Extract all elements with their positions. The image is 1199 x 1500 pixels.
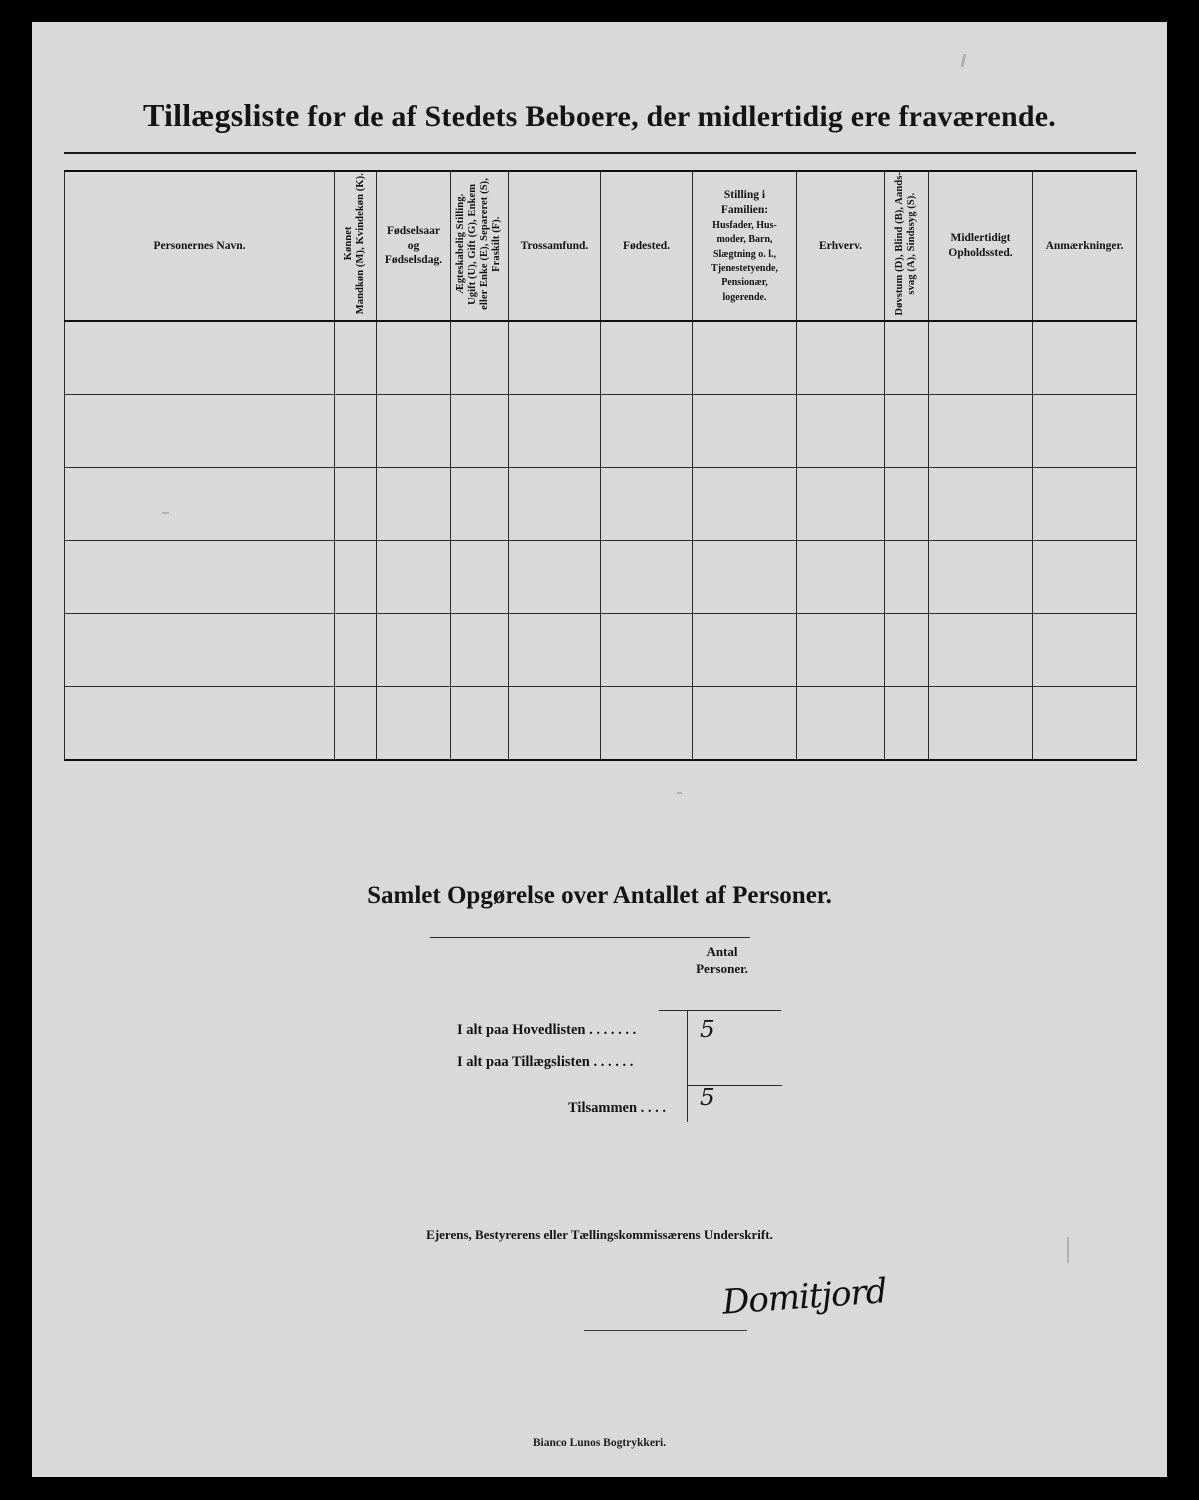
cell-erhverv[interactable] (797, 395, 885, 468)
summary-antal-header (662, 944, 782, 978)
column-header-konnet-label (343, 173, 367, 314)
summary-title: Samlet Opgørelse over Antallet af Personer. (367, 882, 832, 909)
cell-dovstum[interactable] (885, 541, 929, 614)
cell-erhverv[interactable] (797, 541, 885, 614)
cell-dovstum[interactable] (885, 687, 929, 761)
cell-fodselsaar[interactable] (377, 541, 451, 614)
column-header-fodselsaar (377, 171, 451, 321)
column-header-anmerkninger (1033, 171, 1137, 321)
table-row (65, 541, 1137, 614)
printer-footer: Bianco Lunos Bogtrykkeri. (532, 1437, 667, 1449)
midlertidigt-line1: Midlertidigt (950, 232, 1011, 245)
fodselsaar-line3: Fødselsdag. (384, 254, 443, 267)
column-header-konnet (335, 171, 377, 321)
cell-erhverv[interactable] (797, 614, 885, 687)
konnet-main: Kønnet (343, 226, 355, 261)
column-header-trossamfund (509, 171, 601, 321)
cell-midlertidigt[interactable] (929, 395, 1033, 468)
stilling-line4: moder, Barn, (716, 234, 773, 246)
trossamfund-label: Trossamfund. (520, 239, 589, 252)
residents-table (64, 170, 1137, 761)
title-rest: for de af Stedets Beboere, der midlertidig ere (307, 100, 891, 133)
cell-aegteskabelig[interactable] (451, 614, 509, 687)
cell-fodested[interactable] (601, 395, 693, 468)
table-body (65, 321, 1137, 760)
cell-midlertidigt[interactable] (929, 321, 1033, 395)
cell-fodselsaar[interactable] (377, 614, 451, 687)
cell-aegteskabelig[interactable] (451, 468, 509, 541)
column-header-aegteskabelig (451, 171, 509, 321)
column-header-navn (65, 171, 335, 321)
erhverv-label: Erhverv. (818, 239, 863, 252)
midlertidigt-line2: Opholdssted. (948, 247, 1013, 259)
cell-aegteskabelig[interactable] (451, 395, 509, 468)
dovstum-line2: svag (A), Sindssyg (S). (906, 192, 918, 295)
stilling-line3: Husfader, Hus- (712, 219, 777, 231)
cell-dovstum[interactable] (885, 321, 929, 395)
cell-trossamfund[interactable] (509, 614, 601, 687)
cell-konnet[interactable] (335, 468, 377, 541)
cell-konnet[interactable] (335, 321, 377, 395)
cell-anmerkninger[interactable] (1033, 395, 1137, 468)
cell-stilling[interactable] (693, 395, 797, 468)
cell-konnet[interactable] (335, 687, 377, 761)
cell-navn[interactable] (65, 614, 335, 687)
aegteskabelig-line3: eller Enke (E), Separeret (S), (479, 177, 491, 310)
cell-fodselsaar[interactable] (377, 395, 451, 468)
cell-fodselsaar[interactable] (377, 468, 451, 541)
table-row (65, 321, 1137, 395)
cell-trossamfund[interactable] (509, 687, 601, 761)
cell-navn[interactable] (65, 687, 335, 761)
column-header-midlertidigt (929, 171, 1033, 321)
cell-stilling[interactable] (693, 687, 797, 761)
cell-dovstum[interactable] (885, 614, 929, 687)
signature-label: Ejerens, Bestyrerens eller Tællingskommissærens Underskrift. (426, 1227, 773, 1242)
dovstum-line1: Døvstum (D), Blind (B), Aands- (894, 172, 906, 316)
cell-aegteskabelig[interactable] (451, 541, 509, 614)
cell-fodested[interactable] (601, 614, 693, 687)
cell-anmerkninger[interactable] (1033, 468, 1137, 541)
summary-header-rule (659, 1010, 781, 1011)
cell-midlertidigt[interactable] (929, 541, 1033, 614)
aegteskabelig-line1: Ægteskabelig Stilling. (455, 193, 467, 294)
stilling-line5: Slægtning o. l., (712, 248, 777, 260)
table-row (65, 395, 1137, 468)
fodselsaar-line2: og (407, 239, 420, 252)
cell-aegteskabelig[interactable] (451, 321, 509, 395)
antal-line2: Personer. (696, 960, 748, 976)
cell-midlertidigt[interactable] (929, 614, 1033, 687)
title-main: Tillægsliste (143, 97, 300, 133)
cell-erhverv[interactable] (797, 321, 885, 395)
form-page (32, 22, 1167, 1477)
cell-fodested[interactable] (601, 321, 693, 395)
cell-stilling[interactable] (693, 614, 797, 687)
cell-navn[interactable] (65, 468, 335, 541)
stilling-line7: Pensionær, (721, 277, 768, 289)
column-header-navn-label: Personernes Navn. (153, 239, 246, 252)
konnet-sub: Mandkøn (M), Kvindekøn (K). (355, 173, 367, 315)
cell-konnet[interactable] (335, 541, 377, 614)
summary-label-tillaegsliste: I alt paa Tillægslisten . . . . . . (457, 1054, 634, 1070)
summary-top-rule (430, 937, 750, 938)
cell-trossamfund[interactable] (509, 541, 601, 614)
stilling-line1: Stilling i (723, 188, 766, 201)
table-row (65, 614, 1137, 687)
cell-trossamfund[interactable] (509, 321, 601, 395)
column-header-fodested (601, 171, 693, 321)
summary-label-tilsammen: Tilsammen . . . . (568, 1100, 667, 1116)
cell-trossamfund[interactable] (509, 468, 601, 541)
stilling-line6: Tjenestetyende, (711, 262, 778, 274)
cell-stilling[interactable] (693, 541, 797, 614)
cell-fodested[interactable] (601, 541, 693, 614)
cell-erhverv[interactable] (797, 687, 885, 761)
cell-fodselsaar[interactable] (377, 321, 451, 395)
cell-anmerkninger[interactable] (1033, 321, 1137, 395)
cell-anmerkninger[interactable] (1033, 614, 1137, 687)
table-row (65, 687, 1137, 761)
cell-fodested[interactable] (601, 687, 693, 761)
stilling-line8: logerende. (722, 291, 767, 303)
cell-konnet[interactable] (335, 614, 377, 687)
cell-midlertidigt[interactable] (929, 687, 1033, 761)
cell-erhverv[interactable] (797, 468, 885, 541)
summary-value-hovedliste: 5 (700, 1017, 715, 1043)
summary-label-hovedliste: I alt paa Hovedlisten . . . . . . . (457, 1022, 637, 1038)
fodested-label: Fødested. (623, 239, 670, 252)
cell-midlertidigt[interactable] (929, 468, 1033, 541)
cell-konnet[interactable] (335, 395, 377, 468)
cell-trossamfund[interactable] (509, 395, 601, 468)
title-underline (64, 152, 1136, 154)
stilling-line2: Familien: (720, 203, 769, 216)
column-header-dovstum (885, 171, 929, 321)
summary-value-tilsammen: 5 (700, 1085, 715, 1111)
cell-fodested[interactable] (601, 468, 693, 541)
cell-dovstum[interactable] (885, 395, 929, 468)
column-header-stilling (693, 171, 797, 321)
aegteskabelig-line2: Ugift (U), Gift (G), Enkem (467, 183, 479, 305)
title-emphasis: fraværende. (898, 100, 1056, 133)
signature-line (584, 1330, 747, 1331)
antal-line1: Antal (706, 944, 738, 959)
cell-navn[interactable] (65, 321, 335, 395)
cell-stilling[interactable] (693, 321, 797, 395)
signature-value: Domitjord (720, 1271, 888, 1323)
cell-aegteskabelig[interactable] (451, 687, 509, 761)
anmerkninger-label: Anmærkninger. (1045, 239, 1124, 252)
page-title (32, 97, 1167, 134)
paper-speck (677, 792, 682, 794)
paper-speck (961, 54, 967, 67)
cell-dovstum[interactable] (885, 468, 929, 541)
cell-navn[interactable] (65, 395, 335, 468)
cell-anmerkninger[interactable] (1033, 687, 1137, 761)
summary-divider-line (687, 1010, 688, 1122)
column-header-erhverv (797, 171, 885, 321)
cell-navn[interactable] (65, 541, 335, 614)
fodselsaar-line1: Fødselsaar (386, 224, 441, 237)
aegteskabelig-line4: Fraskilt (F). (491, 216, 503, 272)
cell-fodselsaar[interactable] (377, 687, 451, 761)
table-row (65, 468, 1137, 541)
cell-stilling[interactable] (693, 468, 797, 541)
cell-anmerkninger[interactable] (1033, 541, 1137, 614)
table-header-row (65, 171, 1137, 321)
